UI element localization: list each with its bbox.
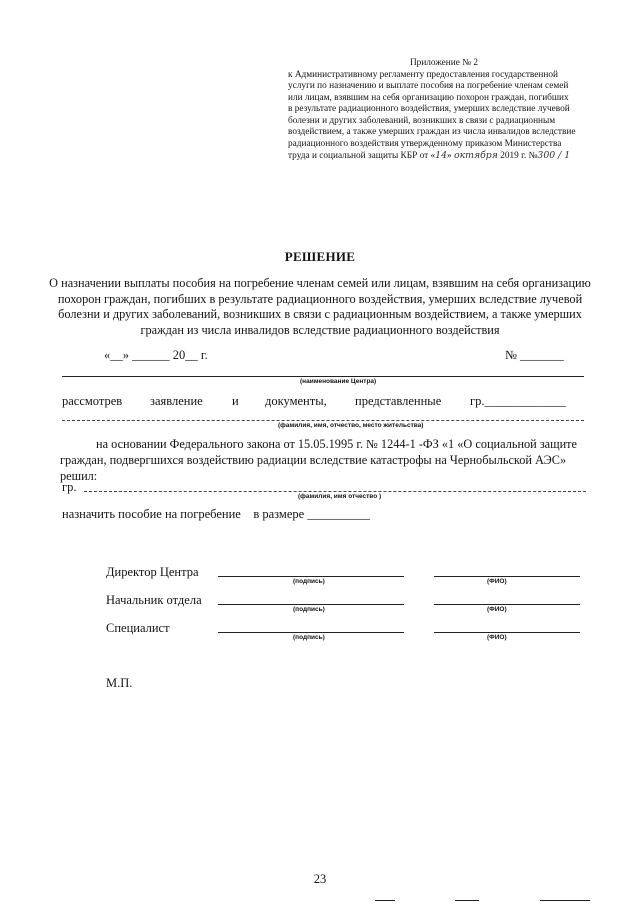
annex-mid: » (447, 151, 452, 161)
signatory-head: Начальник отдела (106, 593, 202, 607)
considered-word-6: гр._____________ (470, 394, 566, 408)
annex-line-6: воздействием, а также умерших граждан из числа инвалидов вследствие (288, 127, 576, 137)
signatory-specialist: Специалист (106, 621, 170, 635)
annex-month-handwritten: октября (453, 150, 498, 161)
date-line: «__» ______ 20__ г. (104, 348, 208, 362)
applicant-rule (62, 420, 584, 421)
annex-day-handwritten: 14 (435, 150, 447, 161)
considered-word-1: рассмотрев (62, 394, 123, 408)
scan-mark-3 (540, 900, 590, 901)
annex-last-line-prefix: труда и социальной защиты КБР от « (288, 151, 436, 161)
annex-line-1: к Административному регламенту предоставления государственной (288, 69, 558, 80)
director-name-rule (434, 576, 580, 577)
center-name-rule (62, 376, 584, 377)
citizen-caption: (фамилия, имя отчество ) (298, 493, 382, 500)
annex-number-handwritten: 300 / 1 (537, 150, 571, 161)
head-signature-caption: (подпись) (293, 606, 325, 613)
director-signature-rule (218, 576, 404, 577)
citizen-rule (84, 491, 586, 492)
annex-line-2: услуги по назначению и выплате пособия на погребение членам семей (288, 81, 569, 91)
annex-year: 2019 г. № (500, 151, 538, 161)
head-signature-rule (218, 604, 404, 605)
specialist-name-caption: (ФИО) (487, 634, 507, 641)
stamp-place: М.П. (106, 676, 133, 690)
considered-word-2: заявление (150, 394, 203, 408)
annex-line-4: в результате радиационного воздействия, умерших вследствие лучевой (288, 104, 570, 114)
annex-block (288, 58, 600, 163)
page-number: 23 (313, 872, 327, 886)
head-name-caption: (ФИО) (487, 606, 507, 613)
basis-paragraph: на основании Федерального закона от 15.05.1995 г. № 1244-1 -ФЗ «1 «О социальной защите граждан, подвергшихся воздействию радиации вследствие катастрофы на Чернобыльской АЭС» решил: (60, 437, 578, 483)
annex-line-7: радиационного воздействия утвержденному приказом Министерства (288, 138, 562, 149)
director-signature-caption: (подпись) (293, 578, 325, 585)
specialist-name-rule (434, 632, 580, 633)
center-name-caption: (наименование Центра) (300, 378, 377, 385)
considered-word-5: представленные (355, 394, 442, 408)
decision-subject: О назначении выплаты пособия на погребение членам семей или лицам, взявшим на себя организацию похорон граждан, погибших в результате радиационного воздействия, умерших вследствие лучевой болезни и других заболеваний, возникших в связи с радиационным воздействием, а также умерших граждан из числа инвалидов вследствие радиационного воздействия (49, 276, 591, 337)
annex-line-8 (288, 150, 600, 163)
annex-line-5: болезни и других заболеваний, возникших в связи с радиационным (288, 115, 556, 126)
document-title: РЕШЕНИЕ (284, 249, 356, 264)
considered-word-3: и (232, 394, 239, 408)
annex-header: Приложение № 2 (409, 58, 479, 68)
specialist-signature-caption: (подпись) (293, 634, 325, 641)
considered-word-4: документы, (265, 394, 327, 408)
head-name-rule (434, 604, 580, 605)
annex-line-3: или лицам, взявшим на себя организацию похорон граждан, погибших (288, 92, 569, 103)
citizen-prefix: гр. (62, 480, 77, 494)
scan-mark-1 (375, 900, 395, 901)
signatory-director: Директор Центра (106, 565, 199, 579)
applicant-caption: (фамилия, имя, отчество, место жительства) (278, 422, 424, 429)
director-name-caption: (ФИО) (487, 578, 507, 585)
assign-line: назначить пособие на погребение в размере __________ (62, 507, 370, 521)
number-line: № _______ (505, 348, 564, 362)
specialist-signature-rule (218, 632, 404, 633)
scan-mark-2 (455, 900, 479, 901)
